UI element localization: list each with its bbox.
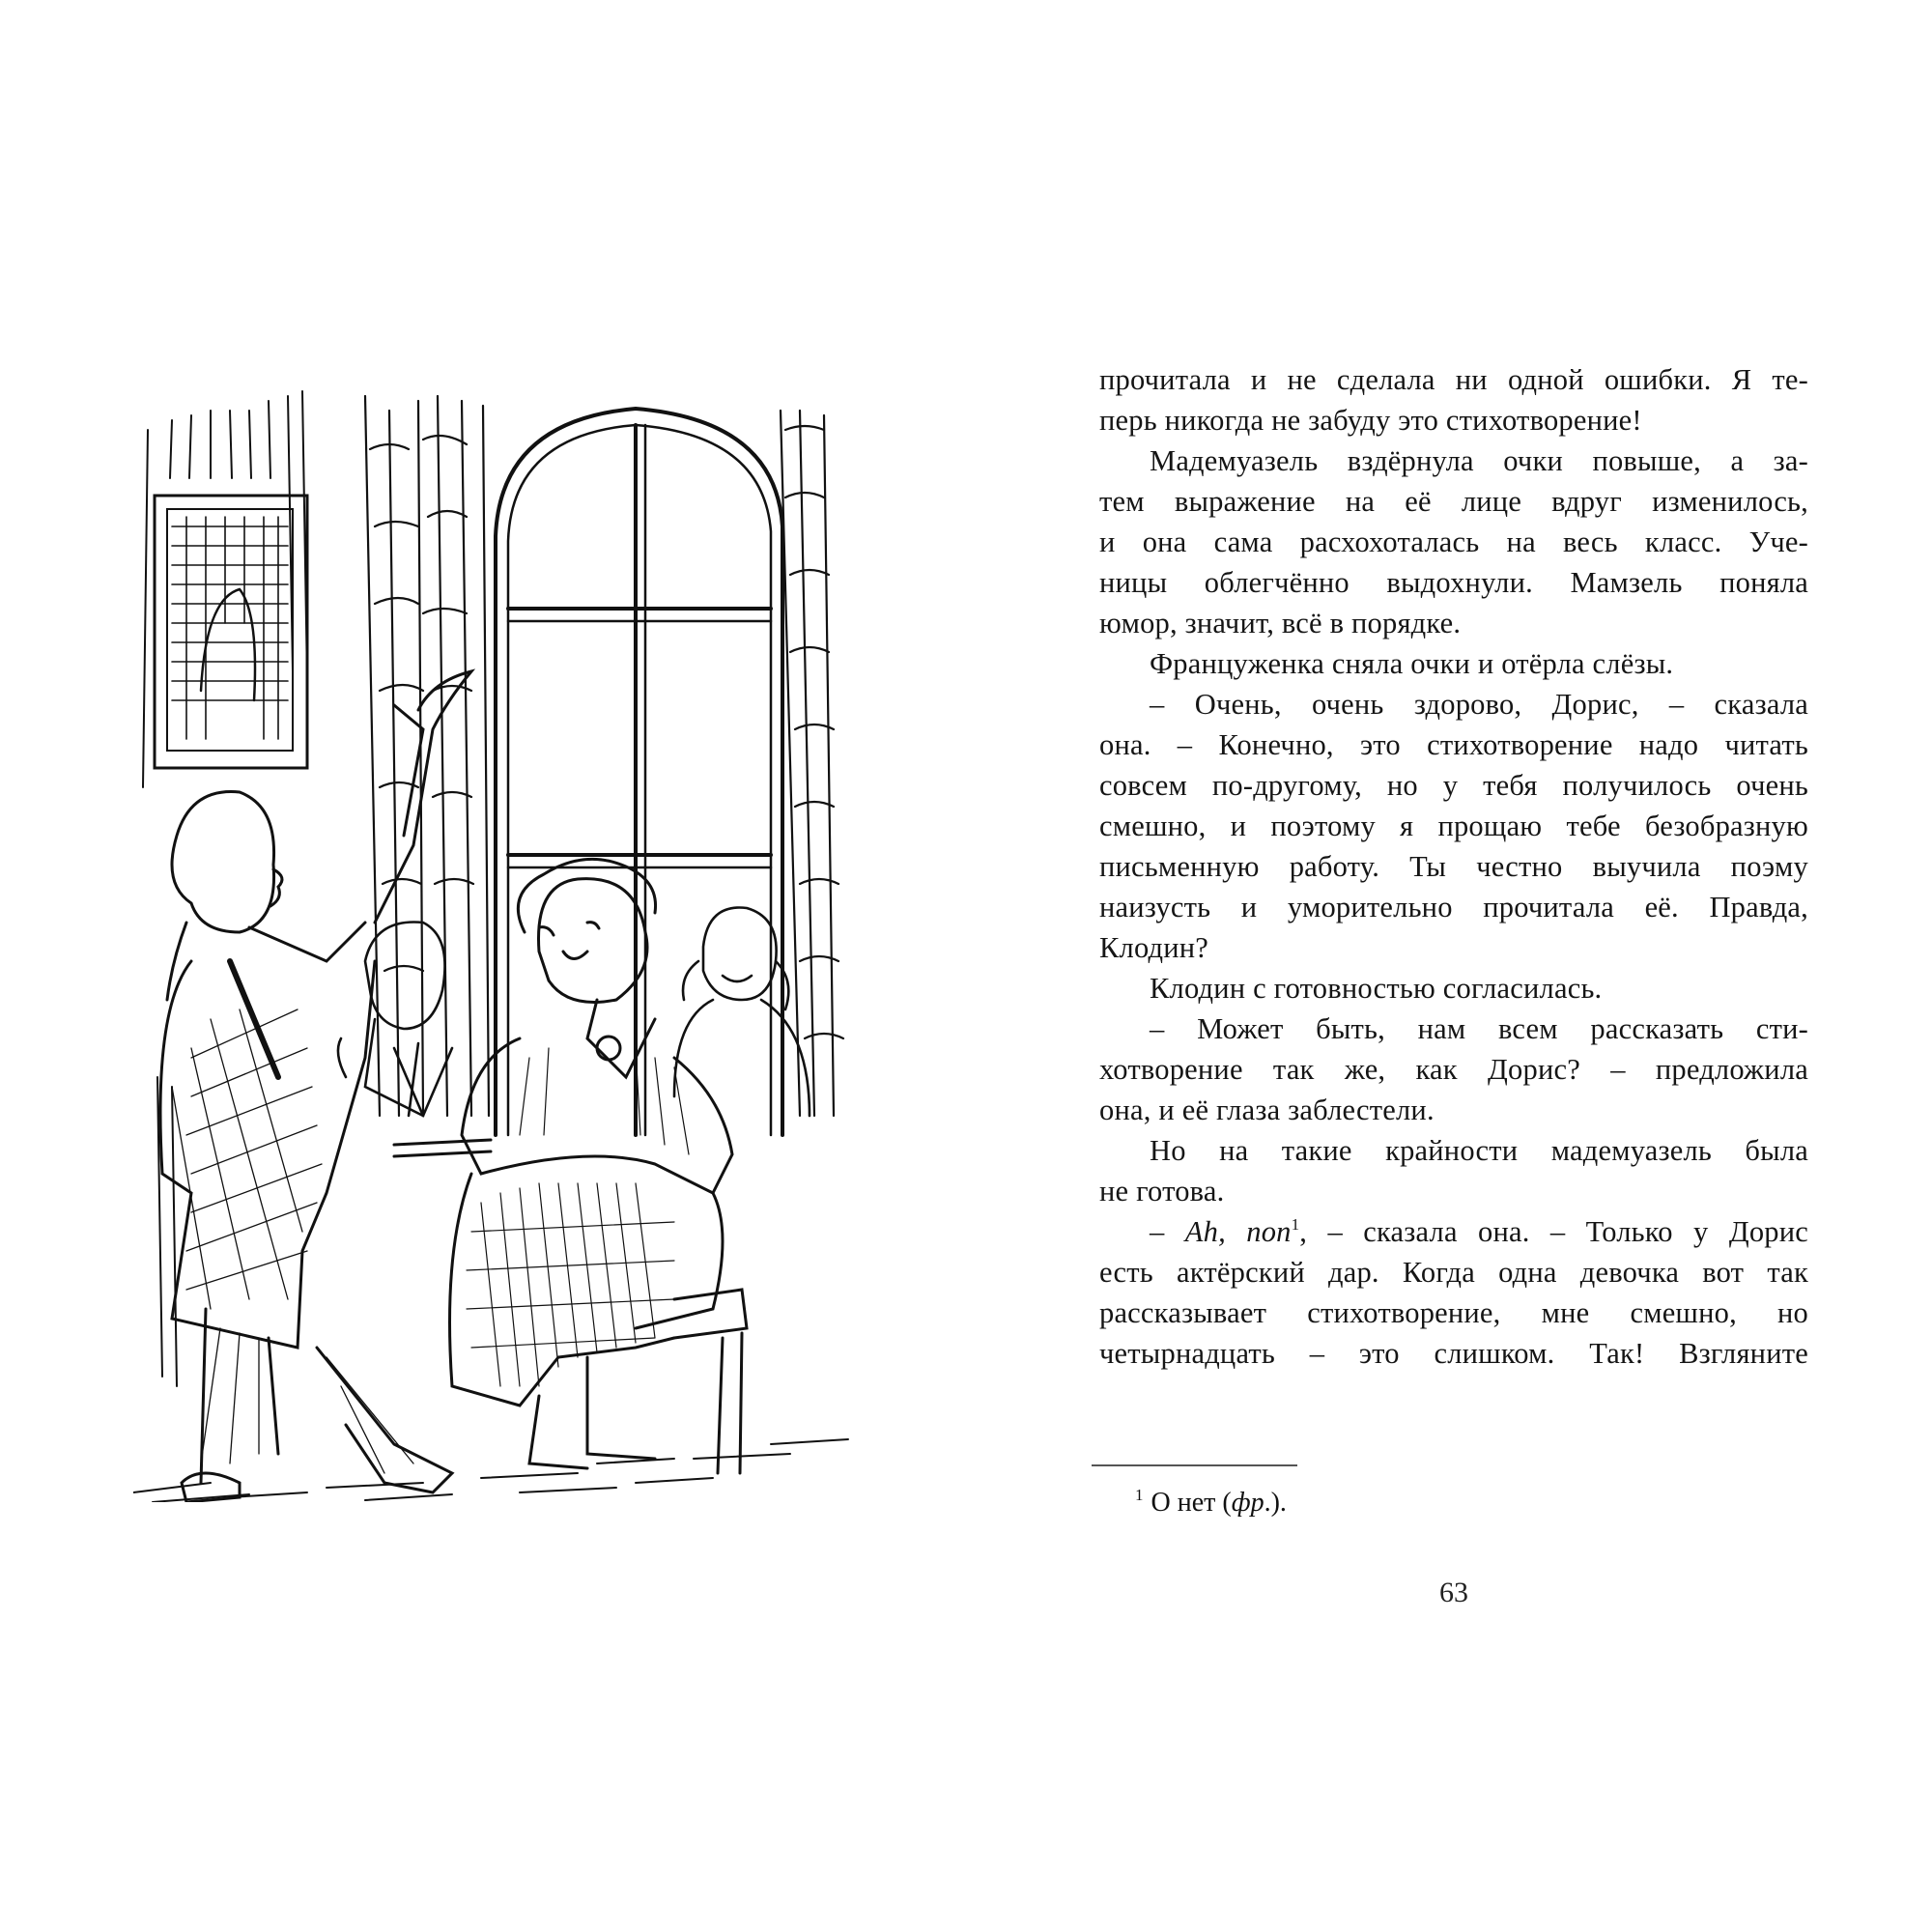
text-line: – Может быть, нам всем рассказать сти- bbox=[1150, 1012, 1808, 1045]
text-line: прочитала и не сделала ни одной ошибки. Я те- bbox=[1099, 363, 1808, 396]
footnote-italic: фр bbox=[1231, 1488, 1264, 1518]
text-line: перь никогда не забуду это стихотворение! bbox=[1099, 404, 1642, 437]
text-line: Француженка сняла очки и отёрла слёзы. bbox=[1150, 647, 1674, 680]
french-phrase: Ah, non bbox=[1184, 1215, 1292, 1248]
text-line: письменную работу. Ты честно выучила поэму bbox=[1099, 850, 1808, 883]
text-line: и она сама расхохоталась на весь класс. Уче- bbox=[1099, 526, 1808, 558]
footnote-reference[interactable]: 1 bbox=[1291, 1215, 1300, 1234]
teacher-hatching bbox=[467, 1048, 689, 1386]
footnote-text-after: .). bbox=[1264, 1488, 1287, 1518]
plaid-hatching bbox=[172, 1009, 413, 1473]
desk bbox=[394, 1140, 491, 1156]
text-line: совсем по-другому, но у тебя получилось очень bbox=[1099, 769, 1808, 802]
classroom-drawing bbox=[133, 382, 906, 1502]
footnote-text-before: О нет ( bbox=[1151, 1488, 1232, 1518]
footnote-marker: 1 bbox=[1135, 1486, 1144, 1504]
text-line: есть актёрский дар. Когда одна девочка вот так bbox=[1099, 1256, 1808, 1289]
text-line: Клодин? bbox=[1099, 931, 1209, 964]
arched-window bbox=[496, 409, 782, 1135]
text-line: четырнадцать – это слишком. Так! Взгляните bbox=[1099, 1337, 1808, 1370]
girl-left bbox=[338, 923, 452, 1117]
body-text bbox=[1099, 359, 1808, 1374]
dash-prefix: – bbox=[1150, 1215, 1185, 1248]
footnote-divider bbox=[1092, 1464, 1297, 1466]
curtain-right bbox=[781, 411, 843, 1116]
text-line: тем выражение на её лице вдруг изменилось, bbox=[1099, 485, 1808, 518]
text-line: рассказывает стихотворение, мне смешно, но bbox=[1099, 1296, 1808, 1329]
text-line: не готова. bbox=[1099, 1175, 1225, 1208]
text-line: смешно, и поэтому я прощаю тебе безобразную bbox=[1099, 810, 1808, 842]
line-suffix: , – сказала она. – Только у Дорис bbox=[1299, 1215, 1808, 1248]
seated-teacher bbox=[450, 859, 733, 1468]
text-line: наизусть и уморительно прочитала её. Правда, bbox=[1099, 891, 1808, 923]
text-line: юмор, значит, всё в порядке. bbox=[1099, 607, 1462, 639]
text-line: она. – Конечно, это стихотворение надо читать bbox=[1099, 728, 1808, 761]
text-line: Клодин с готовностью согласилась. bbox=[1150, 972, 1603, 1005]
text-line: – Очень, очень здорово, Дорис, – сказала bbox=[1150, 688, 1808, 721]
illustration bbox=[133, 382, 906, 1502]
framed-picture bbox=[155, 496, 307, 768]
text-line: Но на такие крайности мадемуазель была bbox=[1150, 1134, 1808, 1167]
picture-grid bbox=[172, 517, 288, 739]
text-line-with-footnote bbox=[1099, 1211, 1808, 1252]
footnote bbox=[1135, 1486, 1287, 1519]
text-line: она, и её глаза заблестели. bbox=[1099, 1094, 1435, 1126]
text-line: хотворение так же, как Дорис? – предложила bbox=[1099, 1053, 1808, 1086]
page-number: 63 bbox=[1439, 1577, 1468, 1608]
standing-girl bbox=[160, 671, 471, 1502]
text-line: Мадемуазель вздёрнула очки повыше, а за- bbox=[1150, 444, 1808, 477]
girl-right bbox=[674, 908, 810, 1117]
text-line: ницы облегчённо выдохнули. Мамзель поняла bbox=[1099, 566, 1808, 599]
